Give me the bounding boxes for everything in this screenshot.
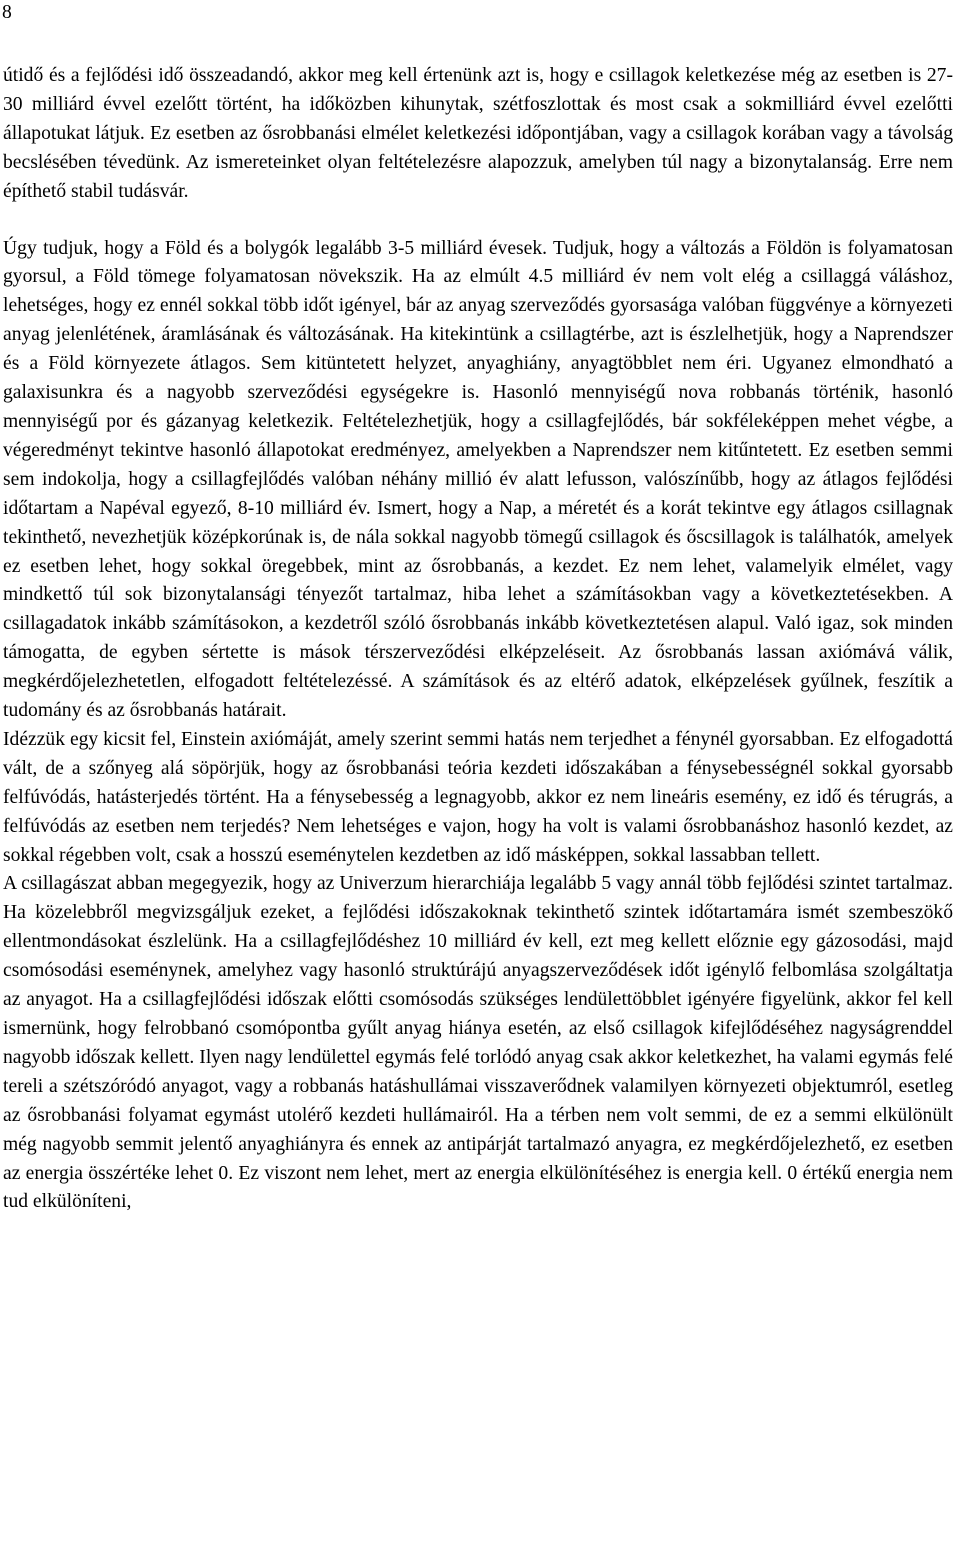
paragraph-4: A csillagászat abban megegyezik, hogy az Univerzum hierarchiája legalább 5 vagy annál több fejlődési szintet tartalmaz. Ha közelebbről megvizsgáljuk ezeket, a fejlődési időszakoknak tekinthető szintek időtartamára ismét szembeszökő ellentmondásokat észlelünk. Ha a csillagfejlődéshez 10 milliárd év kell, ezt meg kellett előznie egy gázosodási, majd csomósodási eseménynek, amelyhez vagy hasonló struktúrájú anyagszerveződések időt igénylő felbomlása szolgáltatja az anyagot. Ha a csillagfejlődési időszak előtti csomósodás szükséges lendülettöbblet igényére figyelünk, akkor fel kell ismernünk, hogy felrobbanó csomópontba gyűlt anyag hiánya esetén, az első csillagok kifejlődéséhez nagyságrenddel nagyobb időszak kellett. Ilyen nagy lendülettel egymás felé torlódó anyag csak akkor keletkezhet, ha valami egymás felé tereli a szétszóródó anyagot, vagy a robbanás hatáshullámai visszaverődnek valamilyen környezeti objektumról, esetleg az ősrobbanási folyamat egymást utolérő kezdeti hullámairól. Ha a térben nem volt semmi, de ez a semmi elkülönült még nagyobb semmit jelentő anyaghiányra és ennek az antipárját tartalmazó anyagra, ez megkérdőjelezhető, ez esetben az energia összértéke lehet 0. Ez viszont nem lehet, mert az energia elkülönítéséhez is energia kell. 0 értékű energia nem tud elkülöníteni, (3, 873, 953, 1213)
body-text (3, 62, 953, 1217)
paragraph-3: Idézzük egy kicsit fel, Einstein axiómáját, amely szerint semmi hatás nem terjedhet a fénynél gyorsabban. Ez elfogadottá vált, de a szőnyeg alá söpörjük, hogy az ősrobbanási teória kezdeti időszakában a fénysebességnél sokkal gyorsabb felfúvódás, hatásterjedés történt. Ha a fénysebesség a legnagyobb, akkor ez nem lineáris esemény, ez idő és térugrás, a felfúvódás az esetben nem terjedés? Nem lehetséges e vajon, hogy ha volt is valami ősrobbanáshoz hasonló kezdet, az sokkal régebben volt, csak a hosszú eseménytelen kezdetben az idő másképpen, sokkal lassabban tellett. (3, 728, 953, 866)
paragraph-1: útidő és a fejlődési idő összeadandó, akkor meg kell értenünk azt is, hogy e csillagok keletkezése még az esetben is 27-30 milliárd évvel ezelőtt történt, ha időközben kihunytak, szétfoszlottak és most csak a sokmilliárd évvel ezelőtti állapotukat látjuk. Ez esetben az ősrobbanási elmélet keletkezési időpontjában, vagy a csillagok korában vagy a távolság becslésében tévedünk. Az ismereteinket olyan feltételezésre alapozzuk, amelyben túl nagy a bizonytalanság. Erre nem építhető stabil tudásvár. (3, 65, 953, 202)
paragraph-2: Úgy tudjuk, hogy a Föld és a bolygók legalább 3-5 milliárd évesek. Tudjuk, hogy a változás a Földön is folyamatosan gyorsul, a Föld tömege folyamatosan növekszik. Ha az elmúlt 4.5 milliárd év nem volt elég a csillaggá váláshoz, lehetséges, hogy ez ennél sokkal több időt igényel, bár az anyag szerveződés gyorsasága valóban függvénye a környezeti anyag jelenlétének, áramlásának és változásának. Ha kitekintünk a csillagtérbe, azt is észlelhetjük, hogy a Naprendszer és a Föld környezete átlagos. Sem kitüntetett helyzet, anyaghiány, anyagtöbblet nem éri. Ugyanez elmondható a galaxisunkra és a nagyobb szerveződési egységekre is. Hasonló mennyiségű nova robbanás történik, hasonló mennyiségű por és gázanyag keletkezik. Feltételezhetjük, hogy a csillagfejlődés, bár sokféleképpen mehet végbe, a végeredményt tekintve hasonló állapotokat eredményez, amelyekben a Naprendszer nem kitűntetett. Ez esetben semmi sem indokolja, hogy a csillagfejlődés valóban néhány millió év alatt lefusson, valószínűbb, hogy az átlagos fejlődési időtartam a Napéval egyező, 8-10 milliárd év. Ismert, hogy a Nap, a méretét és a korát tekintve egy átlagos csillagnak tekinthető, nevezhetjük középkorúnak is, de nála sokkal nagyobb tömegű csillagok és őscsillagok is találhatók, amelyek ez esetben lehet, hogy sokkal öregebbek, mint az ősrobbanás, a kezdet. Ez nem lehet, valamelyik elmélet, vagy mindkettő túl sok bizonytalansági tényezőt tartalmaz, hiba lehet a számításokban vagy a következtetésekben. A csillagadatok inkább számításokon, a kezdetről szóló ősrobbanás inkább következtetésen alapul. Való igaz, sok minden támogatta, de egyben sértette is mások térszerveződési elképzeléseit. Az ősrobbanás lassan axiómává válik, megkérdőjelezhetetlen, elfogadott feltételezéssé. A számítások és az eltérő adatok, elképzelések gyűlnek, feszítik a tudomány és az ősrobbanás határait. (3, 237, 953, 722)
page-number: 8 (2, 2, 12, 23)
